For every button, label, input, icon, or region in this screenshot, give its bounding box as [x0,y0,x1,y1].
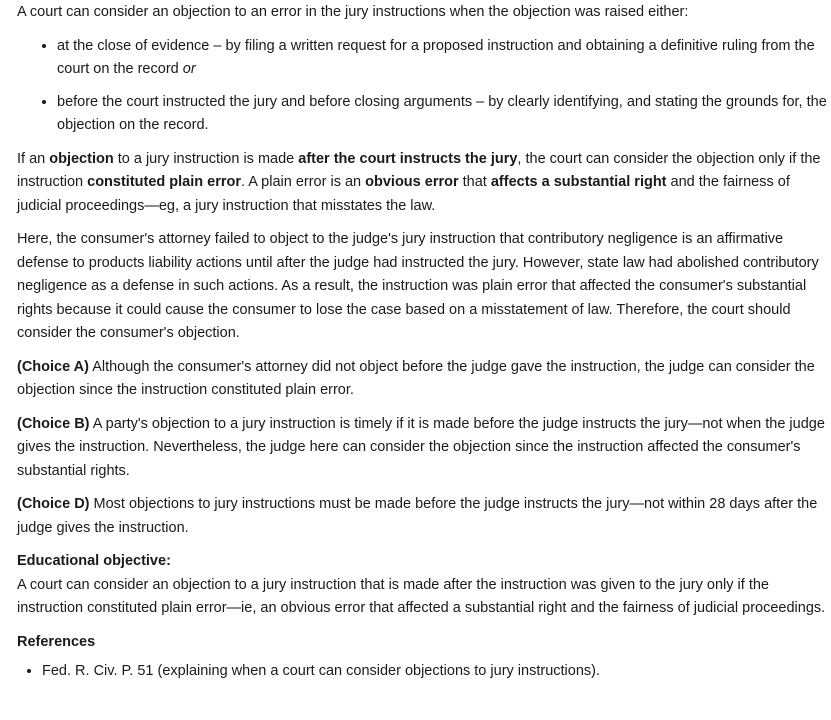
text-run: , the court can consider the objection only if the instruction [17,150,821,190]
bold-term: affects a substantial right [490,174,667,190]
bullet-text: at the close of evidence – by filing a written request for a proposed instruction and obtaining a definitive ruling from the court on the record [57,37,815,77]
reference-item: • Fed. R. Civ. P. 51 (explaining when a court can consider objections to jury instructions). [42,660,829,684]
bold-term: obvious error [365,174,459,190]
plain-error-paragraph [17,148,829,219]
choice-a-explanation [17,356,829,403]
bold-term: objection [49,150,114,167]
references-list [17,660,829,684]
choice-text: Most objections to jury instructions must be made before the judge instructs the jury—not within 28 days after the judge gives the instruction. [17,496,818,536]
list-item [57,35,829,82]
application-paragraph: Here, the consumer's attorney failed to object to the judge's jury instruction that contributory negligence is an affirmative defense to products liability actions until after the judge had instructed the jury. However, state law had abolished contributory negligence as a defense in such actions. As a result, the instruction was plain error that affected the consumer's substantial rights because it could cause the consumer to lose the case based on a misstatement of law. Therefore, the court should consider the consumer's objection. [17,231,819,341]
choice-label: (Choice A) [17,358,89,375]
references-section [17,631,829,684]
text-run: to a jury instruction is made [113,150,299,167]
choice-label: (Choice B) [17,415,90,432]
educational-objective [17,550,829,621]
bullet-text: before the court instructed the jury and before closing arguments – by clearly identifying, and stating the grounds for, the objection on the record. [57,93,827,133]
text-run: and the fairness of judicial proceedings—eg, a jury instruction that misstates the law. [17,174,790,214]
educational-objective-text: A court can consider an objection to a jury instruction that is made after the instruction was given to the jury only if the instruction constituted plain error—ie, an obvious error that affected a substantial right and the fairness of judicial proceedings. [17,576,826,616]
list-item [57,91,829,138]
choice-text: A party's objection to a jury instruction is timely if it is made before the judge instructs the jury—not when the judge gives the instruction. Nevertheless, the judge here can consider the objection since the instruction affected the consumer's substantial rights. [17,415,825,479]
educational-objective-heading: Educational objective: [17,553,171,569]
intro-paragraph: A court can consider an objection to an error in the jury instructions when the objection was raised either: [17,4,689,20]
text-run: If an [17,150,50,167]
bold-term: constituted plain error [87,174,242,190]
bold-term: after the court instructs the jury [298,150,518,167]
text-run: . A plain error is an [241,174,366,190]
references-heading: References [17,633,96,650]
choice-text: Although the consumer's attorney did not object before the judge gave the instruction, the judge can consider the objection since the instruction constituted plain error. [17,358,815,398]
text-run: that [458,174,491,190]
choice-label: (Choice D) [17,496,90,512]
choice-d-explanation [17,493,829,540]
choice-b-explanation [17,413,829,484]
bullet-italic-tail: or [182,61,196,77]
objection-timing-list [17,35,829,138]
